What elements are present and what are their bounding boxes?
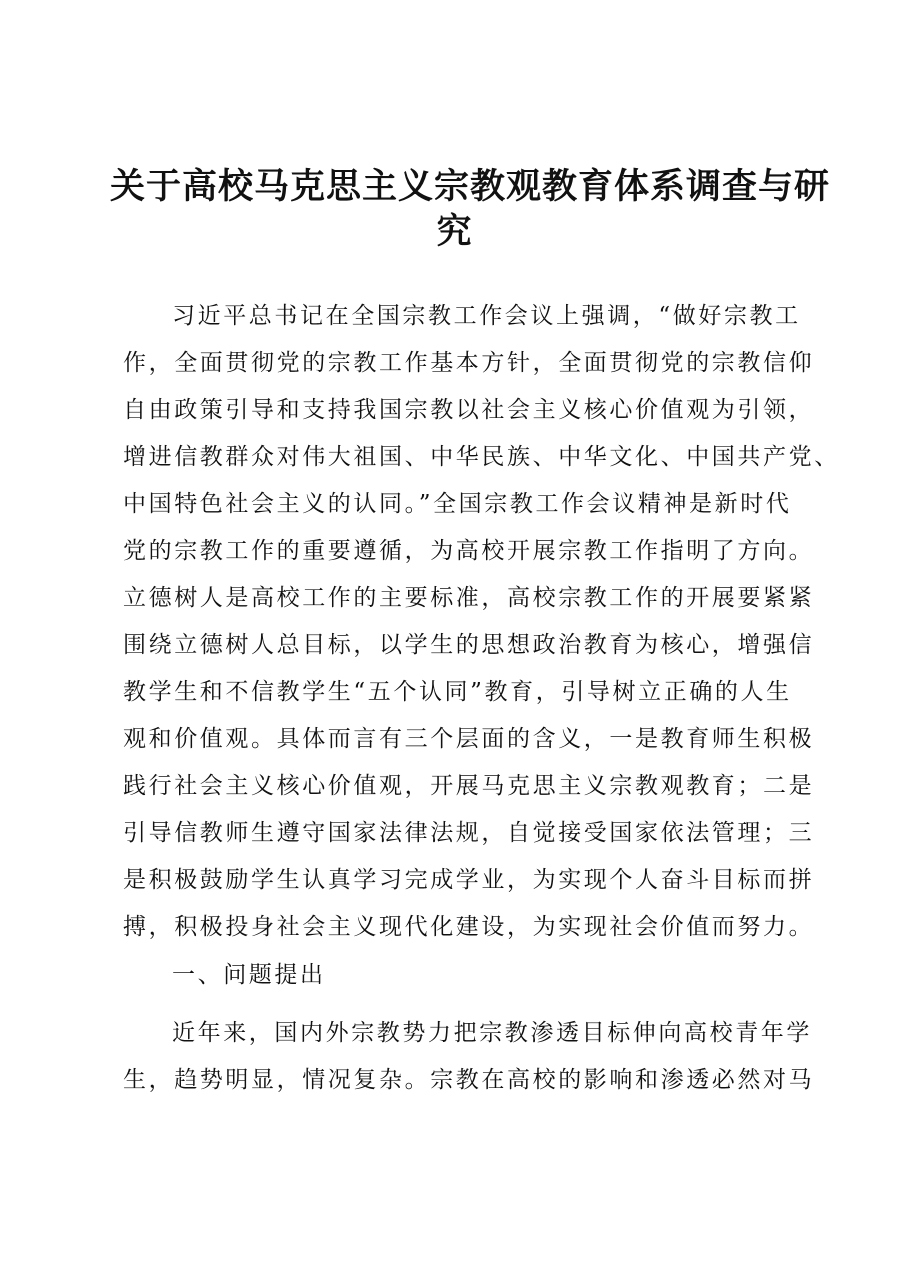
paragraph-line: 观和价值观。具体而言有三个层面的含义，一是教育师生积极 <box>123 726 815 752</box>
paragraph-line: 教学生和不信教学生“五个认同”教育，引导树立正确的人生 <box>123 679 792 705</box>
paragraph-line: 近年来，国内外宗教势力把宗教渗透目标伸向高校青年学 <box>172 1020 812 1046</box>
document-title-line-2: 究 <box>436 211 473 252</box>
paragraph-line: 践行社会主义核心价值观，开展马克思主义宗教观教育；二是 <box>123 773 815 799</box>
paragraph-line: 围绕立德树人总目标，以学生的思想政治教育为核心，增强信 <box>123 632 815 658</box>
paragraph-line: 中国特色社会主义的认同。”全国宗教工作会议精神是新时代 <box>123 491 792 517</box>
document-title-line-1: 关于高校马克思主义宗教观教育体系调查与研 <box>110 166 831 207</box>
paragraph-line: 立德树人是高校工作的主要标准，高校宗教工作的开展要紧紧 <box>123 585 815 611</box>
paragraph-line: 习近平总书记在全国宗教工作会议上强调，“做好宗教工 <box>172 303 801 329</box>
paragraph-line: 增进信教群众对伟大祖国、中华民族、中华文化、中国共产党、 <box>123 444 840 470</box>
paragraph-line: 自由政策引导和支持我国宗教以社会主义核心价值观为引领， <box>123 397 815 423</box>
paragraph-line: 引导信教师生遵守国家法律法规，自觉接受国家依法管理；三 <box>123 820 815 846</box>
paragraph-line: 生，趋势明显，情况复杂。宗教在高校的影响和渗透必然对马 <box>123 1067 815 1093</box>
paragraph-line: 作，全面贯彻党的宗教工作基本方针，全面贯彻党的宗教信仰 <box>123 350 815 376</box>
paragraph-line: 党的宗教工作的重要遵循，为高校开展宗教工作指明了方向。 <box>123 538 815 564</box>
paragraph-line: 搏，积极投身社会主义现代化建设，为实现社会价值而努力。 <box>123 914 815 940</box>
section-heading: 一、问题提出 <box>172 962 326 988</box>
paragraph-line: 是积极鼓励学生认真学习完成学业，为实现个人奋斗目标而拼 <box>123 867 815 893</box>
